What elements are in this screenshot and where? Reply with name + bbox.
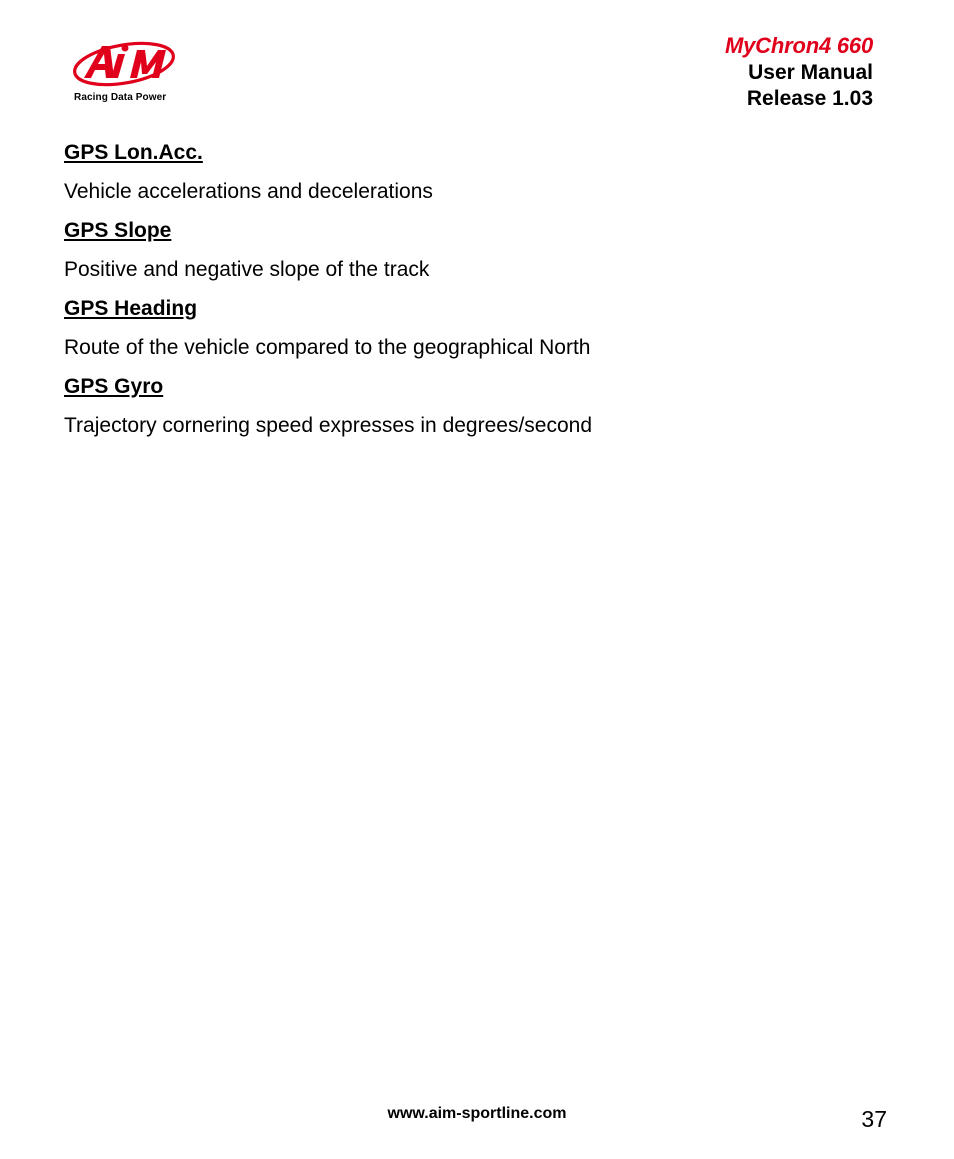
entry-description: Trajectory cornering speed expresses in degrees/second <box>64 414 593 437</box>
document-body <box>64 140 884 452</box>
product-title: MyChron4 660 <box>725 33 873 58</box>
logo-tagline: Racing Data Power <box>74 92 167 103</box>
aim-logo-icon <box>70 38 182 110</box>
entry-heading: GPS Lon.Acc. <box>64 141 203 164</box>
aim-logo-graphic <box>70 38 178 90</box>
footer-url: www.aim-sportline.com <box>387 1105 567 1122</box>
entry-description: Route of the vehicle compared to the geographical North <box>64 336 591 359</box>
entry-description: Vehicle accelerations and decelerations <box>64 180 433 203</box>
entry-heading: GPS Gyro <box>64 375 164 398</box>
entry-heading: GPS Heading <box>64 297 198 320</box>
entry-description: Positive and negative slope of the track <box>64 258 430 281</box>
page-number: 37 <box>861 1106 887 1132</box>
release-label: Release 1.03 <box>746 87 873 110</box>
document-header <box>725 32 873 112</box>
entry-heading: GPS Slope <box>64 219 172 242</box>
manual-label: User Manual <box>748 61 873 84</box>
